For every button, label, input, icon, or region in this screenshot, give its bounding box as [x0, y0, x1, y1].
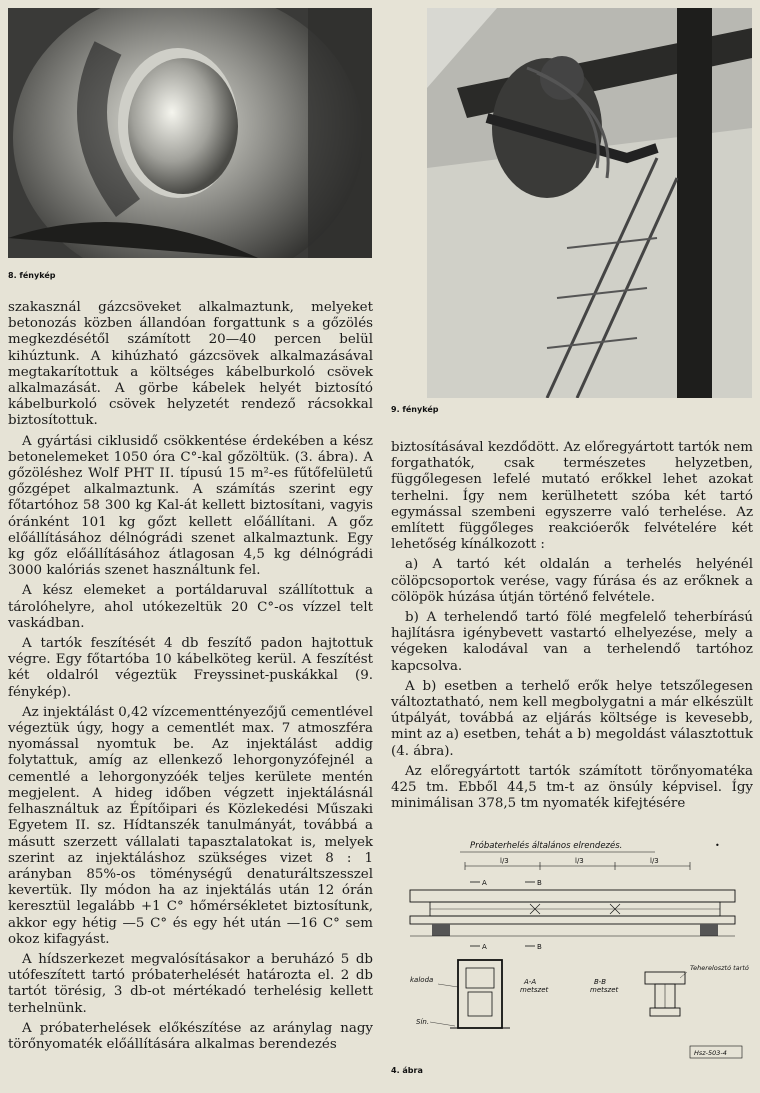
photo-9-image [427, 8, 752, 398]
paragraph: szakasznál gázcsöveket alkalmaztunk, melyeket betonozás közben állandóan forgattunk s a gőzölés megkezdésétől számított 20—40 percen belül kihúztunk. A kihúzható gázcsövek alkalmazásával megtakarítottuk a költséges kábelburkoló csövek alkalmazását. A görbe kábelek helyét biztosító kábelburkoló csövek helyzetét rendező rácsokkal biztosítottuk. [8, 300, 373, 429]
figure-4-drawing [400, 832, 752, 1068]
figure-4-caption: 4. ábra [391, 1066, 423, 1075]
section-marker: B [537, 879, 542, 887]
paragraph: A b) esetben a terhelő erők helye tetszőlegesen változtatható, nem kell megbolygatni a már elkészült útpályát, továbbá az eljárás költsége is kevesebb, mint az a) esetben, tehát a b) megoldást választottuk (4. ábra). [391, 678, 753, 759]
paragraph: Az injektálást 0,42 vízcementtényezőjű cementlével végeztük úgy, hogy a cementlét max. 7 atmoszféra nyomással nyomtuk be. Az injektálást addig folytattuk, amíg az ellenkező lehorgonyzófejnél a cementlé a lehorgonyzóék teljes kerülete mentén megjelent. A hideg időben végzett injektálásnál felhasználtuk az Építőipari és Közlekedési Műszaki Egyetem II. sz. Hídtanszék tanulmányát, továbbá a másutt szerzett vállalati tapasztalatokat is, melyek szerint az injektáláshoz szükséges vizet 8 : 1 arányban 85%-os töménységű denaturáltszesszel kevertük. Ily módon ha az injektálás után 12 órán keresztül legalább +1 C° hőmérsékletet biztosítunk, akkor egy hétig —5 C° és egy hét után —16 C° sem okoz kifagyást. [8, 704, 373, 947]
kaloda-label: kaloda [410, 976, 434, 984]
photo-9 [427, 8, 752, 398]
bb-section-label: B-B [594, 978, 607, 986]
section-marker: A [482, 879, 487, 887]
section-marker: A [482, 943, 487, 951]
paragraph: A tartók feszítését 4 db feszítő padon hajtottuk végre. Egy főtartóba 10 kábelköteg kerül. A feszítést két oldalról végeztük Freyssinet-puskákkal (9. fénykép). [8, 636, 373, 700]
aa-section-label: A-A [524, 978, 537, 986]
span-label: l/3 [575, 857, 584, 865]
figure-4-title: Próbaterhelés általános elrendezés. [470, 841, 623, 851]
paragraph: b) A terhelendő tartó fölé megfelelő teherbírású hajlításra igénybevett vastartó elhelyezése, mely a végeken kalodával van a terhelendő tartóhoz kapcsolva. [391, 610, 753, 674]
paragraph: A kész elemeket a portáldaruval szállítottuk a tárolóhelyre, ahol utókezeltük 20 C°-os vízzel telt vaskádban. [8, 583, 373, 631]
paragraph: A gyártási ciklusidő csökkentése érdekében a kész betonelemeket 1050 óra C°-kal gőzöltük. (3. ábra). A gőzöléshez Wolf PHT II. típusú 15 m²-es fűtőfelületű gőzgépet alkalmaztunk. A számítás szerint egy főtartóhoz 58 300 kg Kal-át kellett biztosítani, vagyis óránként 101 kg gőzt kellett előállítani. A gőz előállításához délnógrádi szenet alkalmaztunk. Egy kg gőz előállításához átlagosan 4,5 kg délnógrádi 3000 kalóriás szenet használtunk fel. [8, 433, 373, 579]
paragraph: a) A tartó két oldalán a terhelés helyénél cölöpcsoportok verése, vagy fúrása és az erőknek a cölöpök húzása útján történő felvétele. [391, 557, 753, 605]
aa-metszet-label: metszet [520, 986, 549, 994]
teherelosztó-label: Teherelosztó tartó [690, 964, 749, 972]
photo-8-caption: 8. fénykép [8, 271, 56, 280]
span-label: l/3 [650, 857, 659, 865]
right-column-text [391, 440, 753, 816]
paragraph: biztosításával kezdődött. Az előregyártott tartók nem forgathatók, csak természetes helyzetben, függőlegesen lefelé mutató erőkkel lehet azokat terhelni. Így nem kerülhetett szóba két tartó egymással szembeni egyszerre való terhelése. Az említett függőleges reakcióerők felvételére két lehetőség kínálkozott : [391, 440, 753, 553]
section-marker: B [537, 943, 542, 951]
drawing-number: Hsz-503-4 [694, 1049, 727, 1057]
photo-8-image [8, 8, 372, 258]
paragraph: A hídszerkezet megvalósításakor a beruházó 5 db utófeszített tartó próbaterhelését határozta el. 2 db tartót törésig, 3 db-ot mértékadó terhelésig kellett terhelnünk. [8, 951, 373, 1016]
svg-text:•: • [715, 841, 720, 850]
photo-8 [8, 8, 372, 258]
photo-9-caption: 9. fénykép [391, 405, 439, 414]
span-label: l/3 [500, 857, 509, 865]
paragraph: A próbaterhelések előkészítése az aránylag nagy törőnyomaték előállítására alkalmas berendezés [8, 1020, 373, 1052]
figure-4 [400, 832, 752, 1068]
sin-label: Sín. [416, 1018, 430, 1026]
paragraph: Az előregyártott tartók számított törőnyomatéka 425 tm. Ebből 44,5 tm-t az önsúly képvisel. Így minimálisan 378,5 tm nyomaték kifejtésére [391, 763, 753, 812]
left-column-text [8, 300, 373, 1057]
bb-metszet-label: metszet [590, 986, 619, 994]
